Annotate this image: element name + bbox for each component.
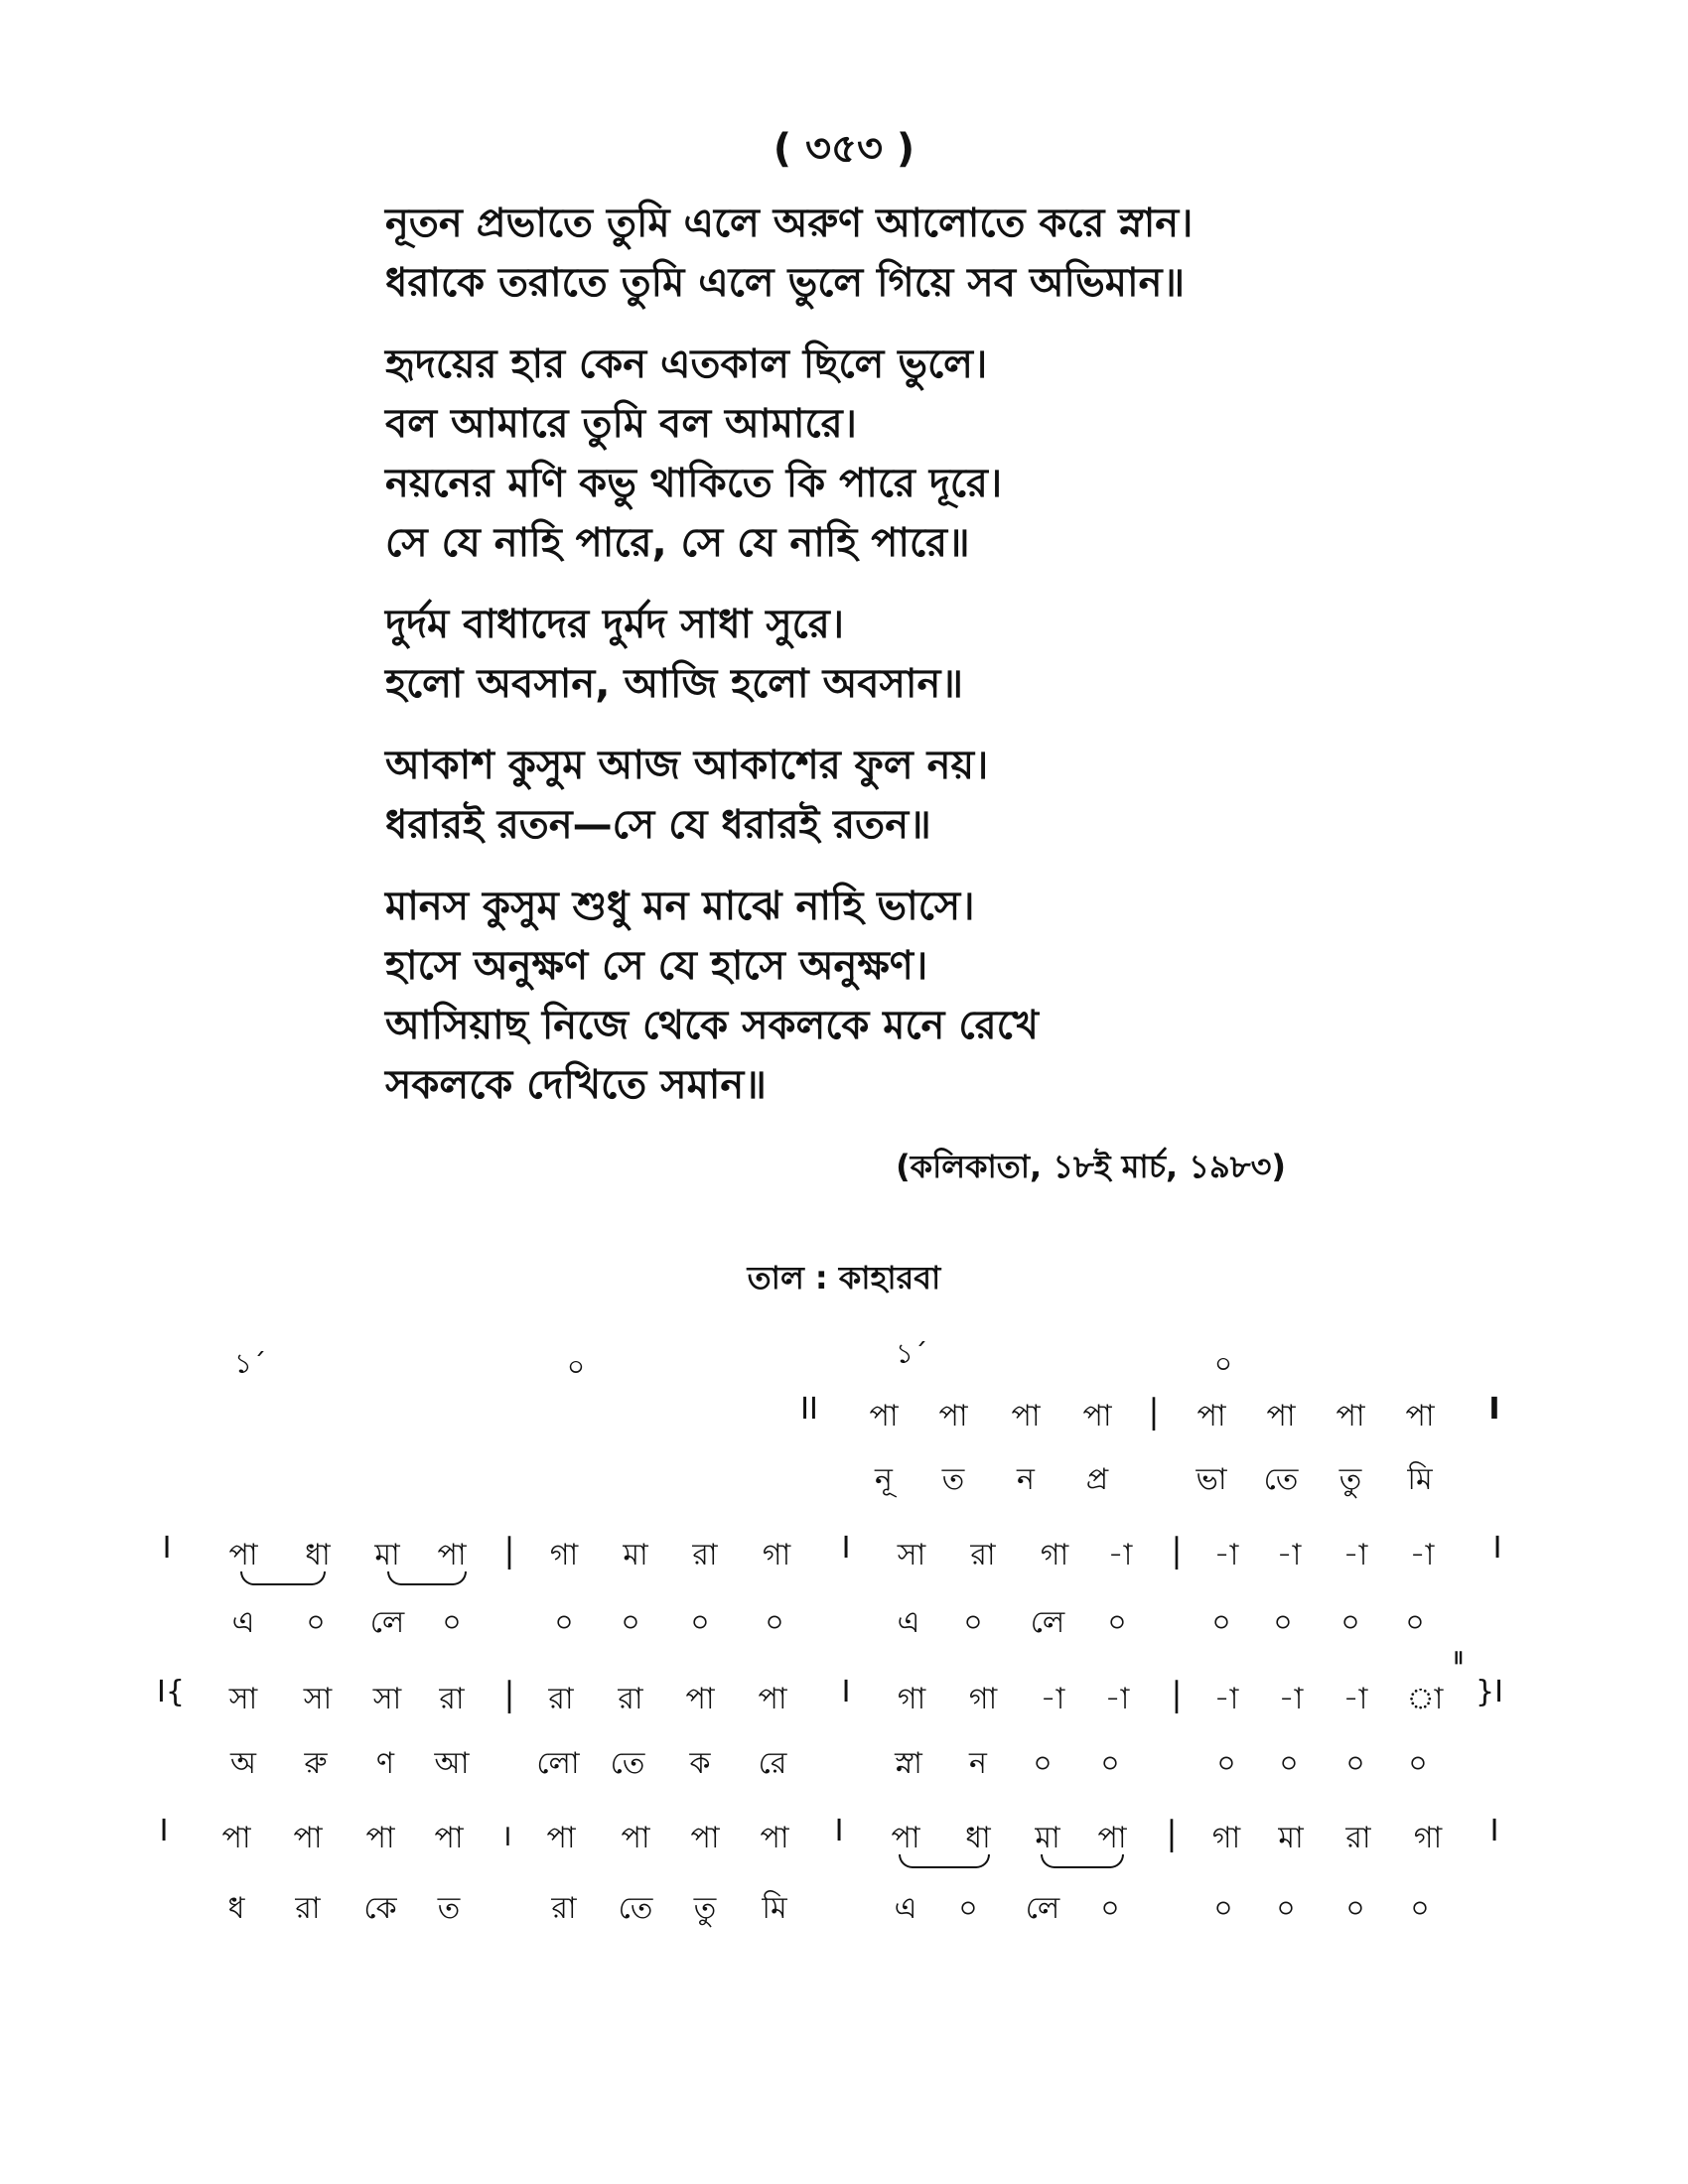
beat-mark: ০	[566, 1350, 586, 1383]
syllable: মি	[762, 1891, 787, 1926]
note: ধা	[305, 1538, 331, 1572]
syllable: ০	[690, 1605, 710, 1640]
note: গা	[897, 1682, 926, 1716]
note: পা	[690, 1821, 720, 1855]
stanza	[385, 194, 1378, 313]
note: -া	[1104, 1682, 1130, 1716]
meend-curve	[899, 1854, 990, 1868]
tala-heading: তাল : কাহারবা	[747, 1259, 941, 1297]
syllable: এ	[231, 1605, 255, 1640]
note: রা	[439, 1682, 465, 1716]
note: -া	[1278, 1682, 1304, 1716]
note: রা	[1345, 1821, 1371, 1855]
syllable: ০	[1213, 1891, 1233, 1926]
lyric-line: বল আমারে তুমি বল আমারে।	[385, 401, 857, 447]
note: গা	[762, 1538, 791, 1572]
syllable: ০	[1276, 1891, 1296, 1926]
note: গা	[1413, 1821, 1443, 1855]
note: পা	[1097, 1821, 1127, 1855]
bar-start-mark: I	[159, 1814, 169, 1848]
syllable: তে	[1263, 1462, 1299, 1497]
note: পা	[434, 1821, 464, 1855]
lyric-line: দুর্দম বাধাদের দুর্মদ সাধা সুরে।	[385, 602, 844, 647]
syllable: ০	[554, 1605, 574, 1640]
note: পা	[760, 1821, 789, 1855]
note: মা	[1278, 1821, 1304, 1855]
syllable: ধ	[227, 1891, 245, 1926]
note: -া	[1213, 1538, 1239, 1572]
note: রা	[548, 1682, 574, 1716]
syllable: তে	[610, 1746, 645, 1781]
lyric-line: ধরারই রতন—সে যে ধরারই রতন॥	[385, 802, 931, 848]
syllable: ০	[1211, 1605, 1231, 1640]
syllable: অ	[230, 1746, 256, 1781]
note: পা	[685, 1682, 715, 1716]
syllable: ০	[1405, 1605, 1425, 1640]
syllable: রা	[551, 1891, 577, 1926]
note: -া	[1342, 1682, 1368, 1716]
note: পা	[437, 1538, 467, 1572]
syllable: লে	[1025, 1891, 1060, 1926]
syllable: স্না	[895, 1746, 922, 1781]
beat-mark: ১´	[895, 1337, 928, 1370]
syllable: ০	[1345, 1746, 1365, 1781]
beat-separator: ।	[500, 1819, 512, 1853]
lyric-line: সে যে নাহি পারে, সে যে নাহি পারে॥	[385, 520, 970, 566]
syllable: ন	[969, 1746, 987, 1781]
stanza	[385, 877, 1378, 1115]
syllable: ০	[306, 1605, 326, 1640]
syllable: তু	[1338, 1462, 1362, 1497]
lyrics	[385, 194, 1378, 1137]
syllable: ০	[442, 1605, 462, 1640]
lyric-line: নূতন প্রভাতে তুমি এলে অরুণ আলোতে করে স্নান।	[385, 201, 1194, 246]
note: রা	[618, 1682, 643, 1716]
dateline: (কলিকাতা, ১৮ই মার্চ, ১৯৮৩)	[896, 1148, 1286, 1185]
syllable: ০	[1408, 1746, 1428, 1781]
beat-separator: |	[1171, 1675, 1183, 1714]
syllable: ০	[1279, 1746, 1299, 1781]
lyric-line: হাসে অনুক্ষণ সে যে হাসে অনুক্ষণ।	[385, 943, 928, 989]
lyric-line: আকাশ কুসুম আজ আকাশের ফুল নয়।	[385, 743, 989, 788]
syllable: এ	[897, 1605, 920, 1640]
note: পা	[621, 1821, 650, 1855]
stanza	[385, 335, 1378, 573]
double-bar-mark: ॥	[1452, 1645, 1464, 1669]
syllable: ০	[1100, 1746, 1120, 1781]
note: গা	[1211, 1821, 1241, 1855]
syllable: ০	[1216, 1746, 1236, 1781]
note: পা	[221, 1821, 251, 1855]
meend-curve	[240, 1571, 326, 1585]
bar-end-mark: I	[1488, 1392, 1500, 1427]
note: া	[1406, 1682, 1444, 1716]
bar-end-mark: I	[1489, 1814, 1499, 1848]
note: -া	[1409, 1538, 1435, 1572]
syllable: ০	[621, 1605, 640, 1640]
note: পা	[365, 1821, 395, 1855]
note: পা	[1011, 1399, 1041, 1433]
syllable: ত	[437, 1891, 461, 1926]
syllable: ০	[765, 1605, 784, 1640]
bar-start-mark: II	[800, 1392, 818, 1427]
syllable: লো	[536, 1746, 580, 1781]
note: পা	[758, 1682, 787, 1716]
syllable: ন	[1017, 1462, 1035, 1497]
note: মা	[374, 1538, 400, 1572]
note: সা	[303, 1682, 333, 1716]
lyric-line: হৃদয়ের হার কেন এতকাল ছিলে ভুলে।	[385, 341, 988, 387]
meend-curve	[387, 1571, 467, 1585]
bar-mark: I	[841, 1675, 851, 1709]
note: রা	[970, 1538, 996, 1572]
note: মা	[1035, 1821, 1060, 1855]
note: পা	[1082, 1399, 1112, 1433]
syllable: লে	[1030, 1605, 1065, 1640]
syllable: ০	[1100, 1891, 1120, 1926]
beat-mark: ০	[1213, 1347, 1233, 1380]
note: পা	[1266, 1399, 1296, 1433]
note: গা	[1040, 1538, 1069, 1572]
syllable: লে	[369, 1605, 405, 1640]
syllable: ০	[958, 1891, 978, 1926]
lyric-line: আসিয়াছ নিজে থেকে সকলকে মনে রেখে	[385, 1003, 1039, 1048]
meend-curve	[1041, 1854, 1124, 1868]
syllable: ০	[1107, 1605, 1127, 1640]
lyric-line: হলো অবসান, আজি হলো অবসান॥	[385, 661, 964, 707]
bar-start-mark: I	[162, 1531, 172, 1566]
beat-separator: |	[1171, 1531, 1183, 1570]
syllable: প্র	[1085, 1462, 1109, 1497]
bar-mark: I	[841, 1531, 851, 1566]
syllable: মি	[1407, 1462, 1433, 1497]
stanza	[385, 595, 1378, 714]
syllable: রু	[304, 1746, 328, 1781]
syllable: ক	[689, 1746, 711, 1781]
page-number: ( ৩৫৩ )	[773, 126, 915, 172]
syllable: তু	[693, 1891, 717, 1926]
note: -া	[1342, 1538, 1368, 1572]
syllable: রে	[758, 1746, 787, 1781]
note: -া	[1213, 1682, 1239, 1716]
bar-mark: I	[834, 1814, 844, 1848]
note: পা	[1336, 1399, 1365, 1433]
note: সা	[897, 1538, 926, 1572]
note: মা	[623, 1538, 648, 1572]
syllable: ০	[1340, 1605, 1360, 1640]
note: -া	[1276, 1538, 1302, 1572]
note: পা	[1196, 1399, 1226, 1433]
lyric-line: ধরাকে তরাতে তুমি এলে ভুলে গিয়ে সব অভিমান॥	[385, 260, 1186, 306]
syllable: এ	[894, 1891, 917, 1926]
repeat-end-mark: }I	[1476, 1675, 1503, 1709]
syllable: ০	[1273, 1605, 1293, 1640]
stanza	[385, 736, 1378, 855]
note: -া	[1107, 1538, 1133, 1572]
note: পা	[891, 1821, 920, 1855]
bar-end-mark: I	[1492, 1531, 1502, 1566]
syllable: ত	[941, 1462, 965, 1497]
note: সা	[372, 1682, 402, 1716]
note: -া	[1040, 1682, 1065, 1716]
beat-separator: |	[503, 1675, 515, 1714]
lyric-line: সকলকে দেখিতে সমান॥	[385, 1062, 767, 1108]
note: পা	[1405, 1399, 1435, 1433]
note: গা	[968, 1682, 998, 1716]
repeat-start-mark: I{	[157, 1675, 185, 1709]
beat-mark: ১´	[233, 1347, 267, 1380]
note: রা	[692, 1538, 718, 1572]
syllable: ০	[963, 1605, 983, 1640]
note: পা	[869, 1399, 899, 1433]
note: ধা	[965, 1821, 991, 1855]
syllable: ০	[1410, 1891, 1430, 1926]
note: গা	[549, 1538, 579, 1572]
note: পা	[293, 1821, 323, 1855]
note: পা	[228, 1538, 258, 1572]
lyric-line: মানস কুসুম শুধু মন মাঝে নাহি ভাসে।	[385, 884, 975, 929]
syllable: নূ	[875, 1462, 893, 1497]
note: পা	[546, 1821, 576, 1855]
note: পা	[938, 1399, 968, 1433]
syllable: ণ	[375, 1746, 395, 1781]
beat-separator: |	[503, 1531, 515, 1570]
note: সা	[228, 1682, 258, 1716]
syllable: আ	[434, 1746, 470, 1781]
syllable: রা	[295, 1891, 321, 1926]
beat-separator: |	[1166, 1814, 1178, 1853]
syllable: ভা	[1196, 1462, 1227, 1497]
syllable: তে	[618, 1891, 653, 1926]
syllable: ০	[1033, 1746, 1053, 1781]
lyric-line: নয়নের মণি কভু থাকিতে কি পারে দূরে।	[385, 461, 1003, 506]
syllable: ০	[1345, 1891, 1365, 1926]
beat-separator: |	[1148, 1392, 1160, 1432]
syllable: কে	[363, 1891, 397, 1926]
